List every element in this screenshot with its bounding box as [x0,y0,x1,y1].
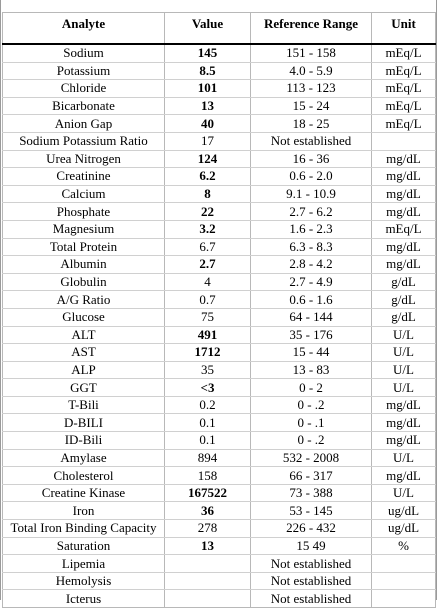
value-cell [165,572,251,590]
unit-cell: mg/dL [372,238,436,256]
analyte-cell: Sodium [3,44,165,62]
reference-range-cell: 2.7 - 6.2 [251,203,372,221]
analyte-cell: Chloride [3,80,165,98]
table-row [3,590,436,608]
reference-range-cell: Not established [251,572,372,590]
analyte-cell: AST [3,344,165,362]
table-row [3,203,436,221]
table-row [3,44,436,62]
table-row [3,361,436,379]
table-row [3,484,436,502]
table-row [3,150,436,168]
unit-cell [372,572,436,590]
table-row [3,168,436,186]
reference-range-cell: 0 - .2 [251,432,372,450]
unit-cell: U/L [372,344,436,362]
table-row [3,396,436,414]
value-cell: 124 [165,150,251,168]
table-row [3,379,436,397]
reference-range-cell: 1.6 - 2.3 [251,220,372,238]
unit-cell: mg/dL [372,203,436,221]
unit-cell: mg/dL [372,467,436,485]
unit-cell: g/dL [372,291,436,309]
value-cell [165,590,251,608]
analyte-cell: Iron [3,502,165,520]
unit-cell: mg/dL [372,150,436,168]
header-unit: Unit [372,13,436,45]
value-cell [165,555,251,573]
value-cell: 894 [165,449,251,467]
value-cell: 8.5 [165,62,251,80]
reference-range-cell: 35 - 176 [251,326,372,344]
analyte-cell: Creatine Kinase [3,484,165,502]
value-cell: 101 [165,80,251,98]
analyte-cell: Glucose [3,308,165,326]
unit-cell: mg/dL [372,168,436,186]
value-cell: 0.1 [165,432,251,450]
value-cell: 6.2 [165,168,251,186]
analyte-cell: Total Iron Binding Capacity [3,520,165,538]
unit-cell: mEq/L [372,220,436,238]
unit-cell: mg/dL [372,414,436,432]
value-cell: 278 [165,520,251,538]
table-row [3,115,436,133]
unit-cell: ug/dL [372,502,436,520]
analyte-cell: D-BILI [3,414,165,432]
table-row [3,308,436,326]
table-row [3,449,436,467]
table-body [3,44,436,608]
analyte-cell: Amylase [3,449,165,467]
reference-range-cell: 6.3 - 8.3 [251,238,372,256]
analyte-cell: ALP [3,361,165,379]
header-analyte: Analyte [3,13,165,45]
analyte-cell: Total Protein [3,238,165,256]
unit-cell: mg/dL [372,256,436,274]
table-row [3,502,436,520]
analyte-cell: ALT [3,326,165,344]
left-border-line [0,0,1,600]
reference-range-cell: 53 - 145 [251,502,372,520]
analyte-cell: Icterus [3,590,165,608]
reference-range-cell: 2.8 - 4.2 [251,256,372,274]
reference-range-cell: 2.7 - 4.9 [251,273,372,291]
analyte-cell: Magnesium [3,220,165,238]
reference-range-cell: 64 - 144 [251,308,372,326]
unit-cell: mEq/L [372,44,436,62]
table-row [3,62,436,80]
header-reference-range: Reference Range [251,13,372,45]
unit-cell: mEq/L [372,97,436,115]
reference-range-cell: 4.0 - 5.9 [251,62,372,80]
reference-range-cell: 15 - 24 [251,97,372,115]
table-row [3,132,436,150]
value-cell: 22 [165,203,251,221]
reference-range-cell: 151 - 158 [251,44,372,62]
table-row [3,467,436,485]
unit-cell: mEq/L [372,80,436,98]
value-cell: 13 [165,537,251,555]
value-cell: 75 [165,308,251,326]
reference-range-cell: 532 - 2008 [251,449,372,467]
reference-range-cell: 9.1 - 10.9 [251,185,372,203]
unit-cell: U/L [372,326,436,344]
value-cell: 3.2 [165,220,251,238]
value-cell: 6.7 [165,238,251,256]
table-row [3,80,436,98]
analyte-cell: Anion Gap [3,115,165,133]
reference-range-cell: Not established [251,590,372,608]
analyte-cell: Albumin [3,256,165,274]
value-cell: 13 [165,97,251,115]
unit-cell: U/L [372,484,436,502]
value-cell: 4 [165,273,251,291]
reference-range-cell: 13 - 83 [251,361,372,379]
value-cell: 1712 [165,344,251,362]
value-cell: 40 [165,115,251,133]
unit-cell: g/dL [372,308,436,326]
analyte-cell: Sodium Potassium Ratio [3,132,165,150]
unit-cell: mEq/L [372,115,436,133]
table-row [3,520,436,538]
reference-range-cell: 66 - 317 [251,467,372,485]
value-cell: 2.7 [165,256,251,274]
value-cell: 158 [165,467,251,485]
value-cell: 8 [165,185,251,203]
analyte-cell: Bicarbonate [3,97,165,115]
unit-cell [372,590,436,608]
table-row [3,238,436,256]
value-cell: 0.1 [165,414,251,432]
value-cell: 491 [165,326,251,344]
value-cell: 36 [165,502,251,520]
reference-range-cell: 73 - 388 [251,484,372,502]
analyte-cell: A/G Ratio [3,291,165,309]
table-row [3,256,436,274]
table-row [3,273,436,291]
reference-range-cell: 18 - 25 [251,115,372,133]
analyte-cell: ID-Bili [3,432,165,450]
table-row [3,414,436,432]
header-value: Value [165,13,251,45]
value-cell: 0.2 [165,396,251,414]
unit-cell: g/dL [372,273,436,291]
analyte-cell: Calcium [3,185,165,203]
value-cell: <3 [165,379,251,397]
unit-cell: % [372,537,436,555]
analyte-cell: Globulin [3,273,165,291]
value-cell: 0.7 [165,291,251,309]
lab-results-table [2,12,436,608]
reference-range-cell: 0 - 2 [251,379,372,397]
table-row [3,572,436,590]
analyte-cell: GGT [3,379,165,397]
reference-range-cell: 226 - 432 [251,520,372,538]
analyte-cell: Creatinine [3,168,165,186]
table-row [3,220,436,238]
reference-range-cell: Not established [251,132,372,150]
table-row [3,555,436,573]
unit-cell: ug/dL [372,520,436,538]
value-cell: 167522 [165,484,251,502]
unit-cell: mg/dL [372,396,436,414]
analyte-cell: Hemolysis [3,572,165,590]
reference-range-cell: 15 - 44 [251,344,372,362]
reference-range-cell: 0.6 - 1.6 [251,291,372,309]
value-cell: 17 [165,132,251,150]
reference-range-cell: 0 - .2 [251,396,372,414]
reference-range-cell: 0.6 - 2.0 [251,168,372,186]
table-row [3,326,436,344]
reference-range-cell: 15 49 [251,537,372,555]
header-row [3,13,436,45]
table-row [3,537,436,555]
analyte-cell: Potassium [3,62,165,80]
unit-cell: mg/dL [372,432,436,450]
unit-cell: U/L [372,379,436,397]
analyte-cell: Phosphate [3,203,165,221]
unit-cell: mg/dL [372,185,436,203]
value-cell: 145 [165,44,251,62]
reference-range-cell: 16 - 36 [251,150,372,168]
reference-range-cell: 113 - 123 [251,80,372,98]
table-header [3,13,436,45]
analyte-cell: Saturation [3,537,165,555]
unit-cell: U/L [372,361,436,379]
analyte-cell: Lipemia [3,555,165,573]
unit-cell [372,555,436,573]
table-row [3,291,436,309]
reference-range-cell: 0 - .1 [251,414,372,432]
reference-range-cell: Not established [251,555,372,573]
analyte-cell: Cholesterol [3,467,165,485]
table-row [3,97,436,115]
table-row [3,344,436,362]
value-cell: 35 [165,361,251,379]
table-row [3,185,436,203]
unit-cell: U/L [372,449,436,467]
analyte-cell: Urea Nitrogen [3,150,165,168]
analyte-cell: T-Bili [3,396,165,414]
unit-cell [372,132,436,150]
table-row [3,432,436,450]
unit-cell: mEq/L [372,62,436,80]
